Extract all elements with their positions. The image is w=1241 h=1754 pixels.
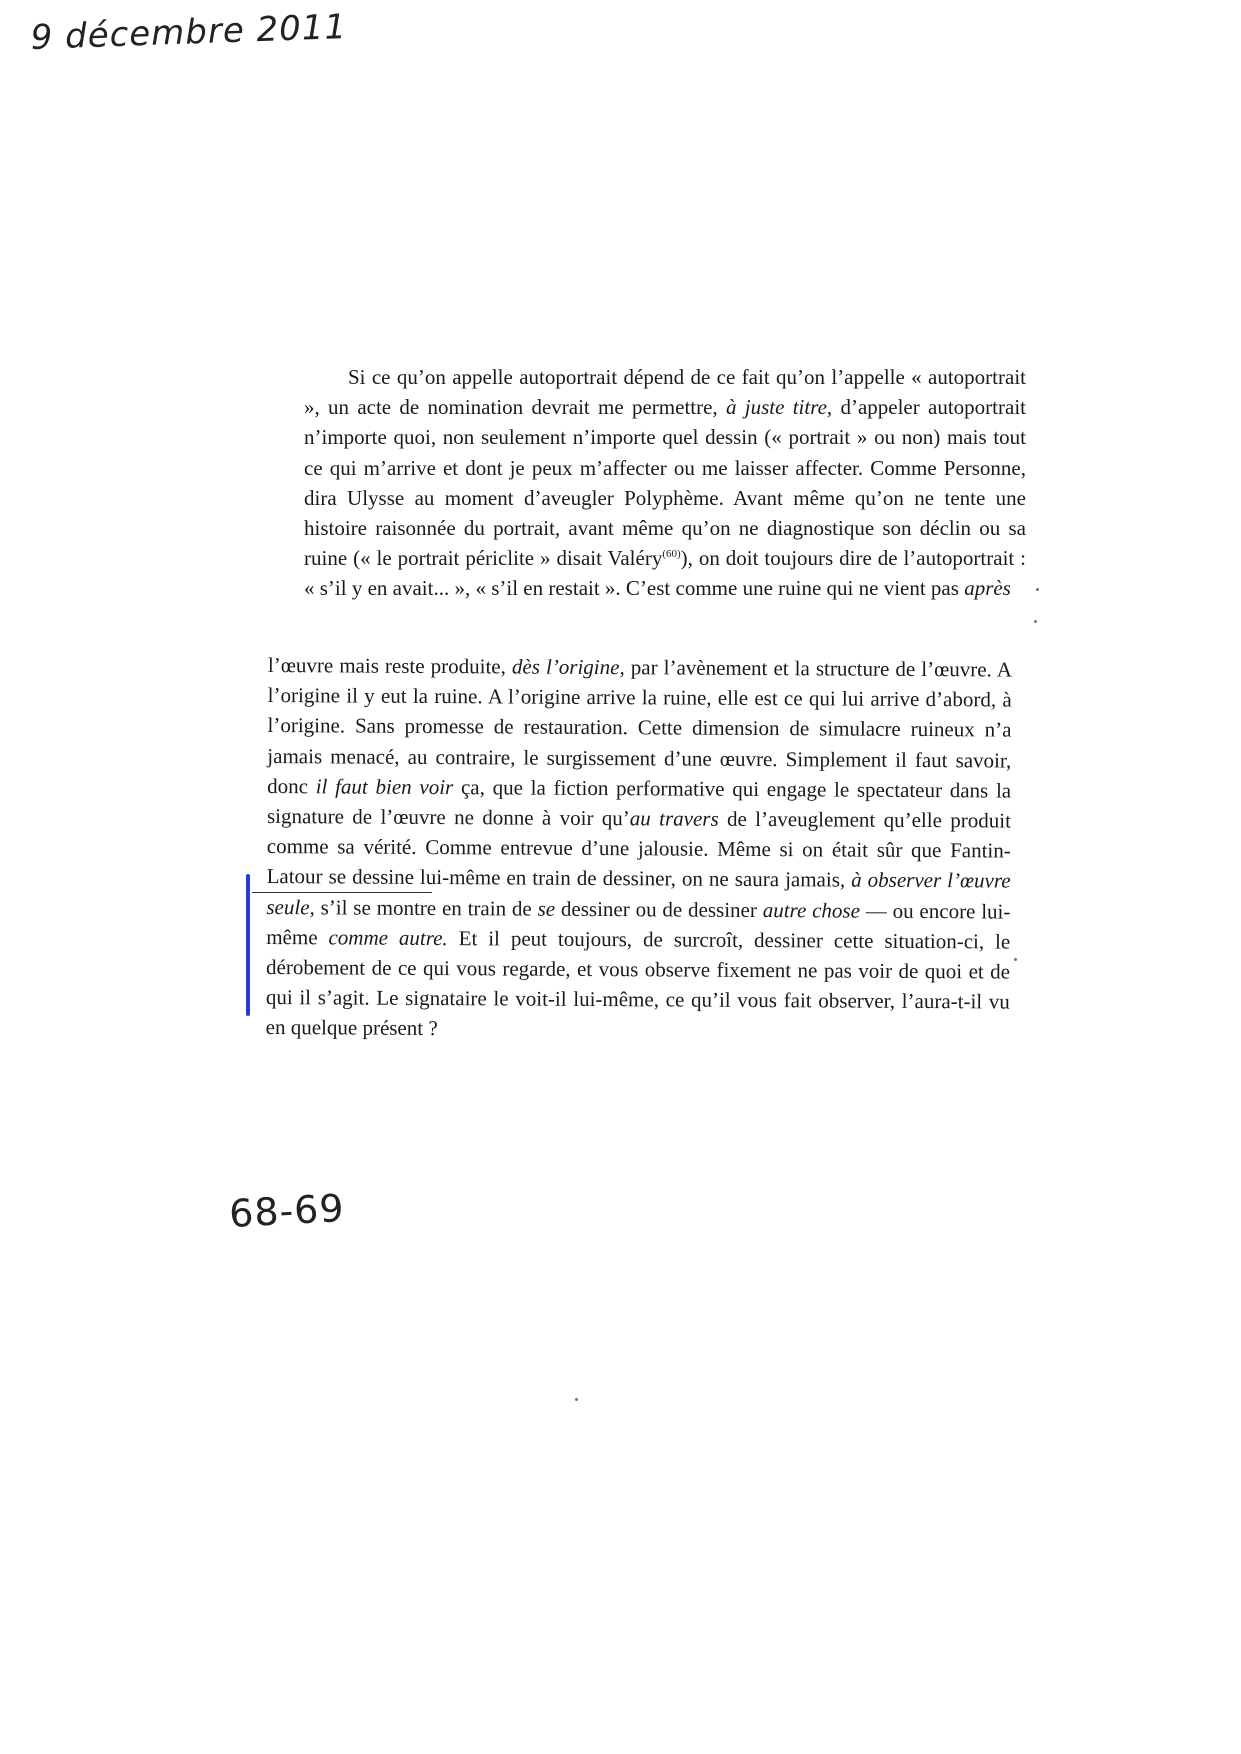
text-run: — ou encore lui-même [266,898,1011,950]
text-run: Si ce qu’on appelle autoportrait dépend de ce fait qu’on l’appelle « autoportrait », un acte de nomination devrait me permettre, [304,365,1026,420]
text-run: d’appeler autoportrait n’importe quoi, non seulement n’importe quel dessin (« portrait » ou non) mais tout ce qui m’arrive et dont je peux m’affecter ou me laisser affecter. Comme Personne, dira Ulysse au moment d’aveugler Polyphème. Avant même qu’on ne tente une histoire raisonnée du portrait, avant même qu’on ne diagnostique son déclin ou sa ruine (« le portrait périclite » disait Valéry [304,395,1026,571]
text-run: de l’aveuglement qu’elle produit comme sa vérité. Comme entrevue d’une jalousie. Même si on était sûr que Fantin-Latour se dessine lui-même en train de dessiner, on ne saura jamais, [266,806,1012,892]
italic-run: à juste titre, [725,395,833,420]
text-paragraph-2 [266,650,1012,1047]
text-paragraph-1 [304,362,1026,604]
italic-run: se [537,896,556,921]
text-run: Et il peut toujours, de surcroît, dessiner cette situation-ci, le dérobement de ce qui vous regarde, et vous observe fixement ne pas voir de quoi et de qui il s’agit. Le signataire le voit-il lui-même, ce qu’il vous fait observer, l’aura-t-il vu en quelque présent ? [265,925,1011,1041]
italic-run: dès l’origine, [511,654,625,680]
text-run: dessiner ou de dessiner [555,896,763,922]
italic-run: comme autre. [328,925,448,950]
scan-speck [1014,958,1017,961]
italic-run: au travers [629,806,719,831]
italic-run: autre chose [762,897,861,923]
text-run: par l’avènement et la structure de l’œuvre. A l’origine il y eut la ruine. A l’origine arrive la ruine, elle est ce qui lui arrive d’abord, à l’origine. Sans promesse de restauration. Cette dimension de simulacre ruineux n’a jamais menacé, au contraire, le surgissement d’une œuvre. Simplement il faut savoir, donc [267,655,1012,799]
scan-speck [1036,588,1039,591]
underline-annotation [252,892,432,893]
scan-speck [1034,620,1037,623]
handwritten-page-numbers: 68-69 [228,1185,346,1236]
italic-run: à observer l’œuvre seule, [266,867,1011,919]
handwritten-date-note: 9 décembre 2011 [30,6,348,58]
margin-annotation-bar [246,874,250,1016]
scan-speck [575,1398,578,1401]
text-run: s’il se montre en train de [314,894,538,921]
text-run: l’œuvre mais reste produite, [267,652,513,679]
text-run: ), on doit toujours dire de l’autoportrait : « s’il y en avait... », « s’il en restait ». C’est comme une ruine qui ne vient pas [304,546,1027,601]
italic-run: après [964,576,1011,601]
italic-run: il faut bien voir [315,774,454,799]
footnote-ref: (60) [662,548,681,561]
text-run: ça, que la fiction performative qui engage le spectateur dans la signature de l’œuvre ne donne à voir qu’ [266,774,1012,831]
